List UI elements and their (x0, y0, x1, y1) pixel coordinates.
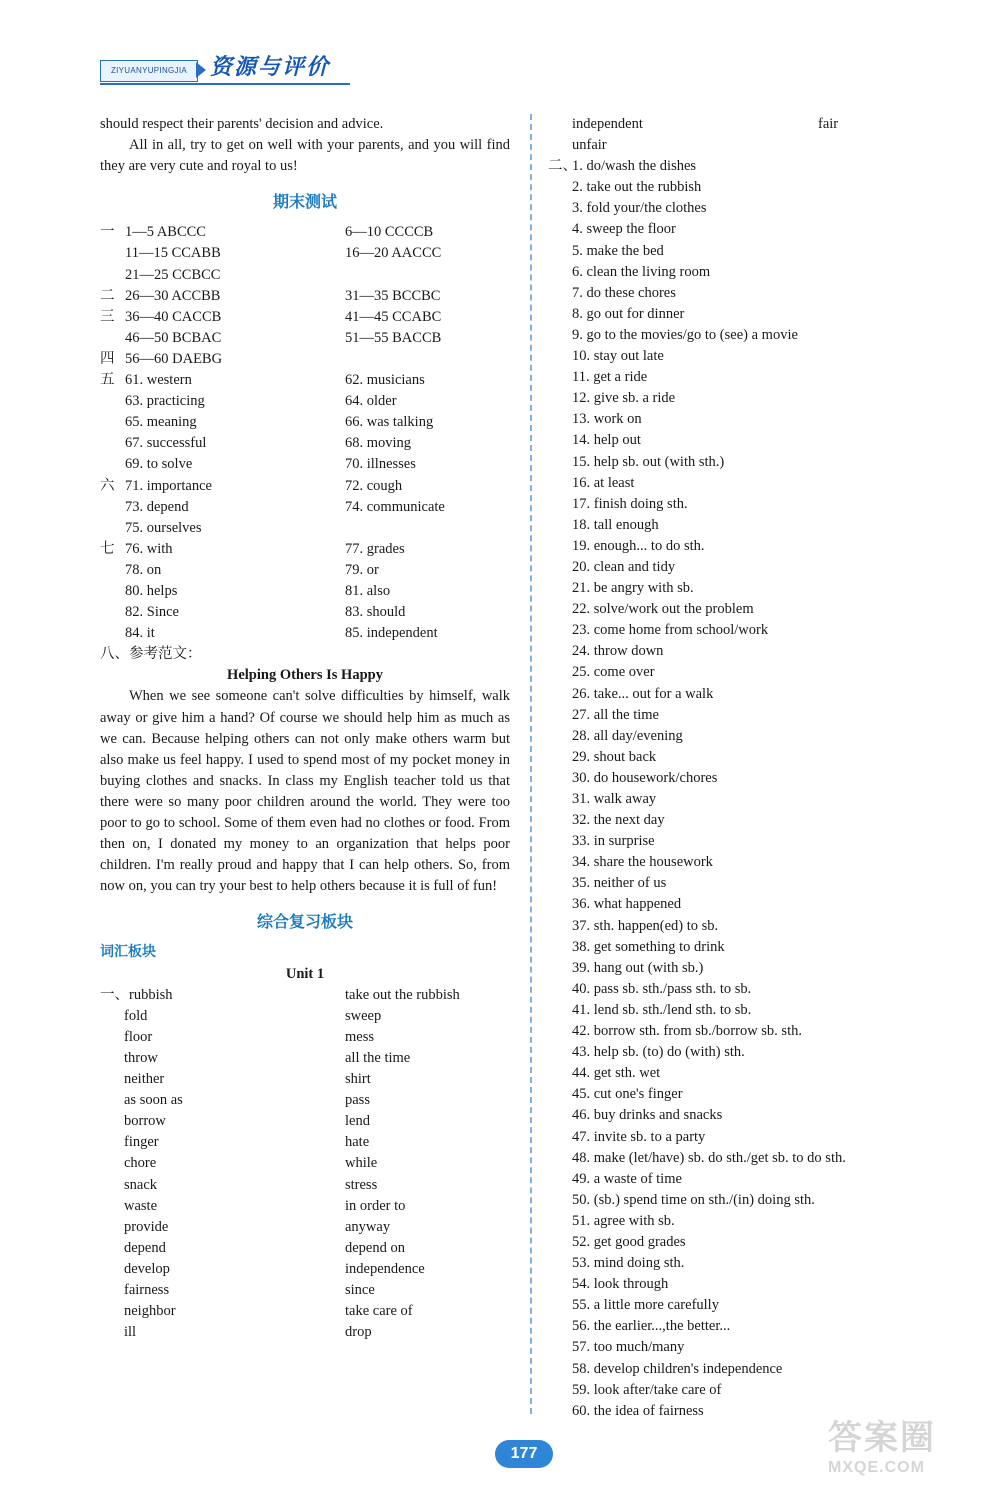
phrase-item: 53. mind doing sth. (572, 1255, 685, 1272)
phrase-row (548, 937, 948, 958)
vocab-row (100, 1259, 510, 1280)
answer-cell: 85. independent (345, 625, 438, 642)
phrase-item: 1. do/wash the dishes (572, 158, 697, 175)
phrase-row (548, 262, 948, 283)
vocab-word: provide (124, 1218, 169, 1235)
answer-section-numeral (100, 560, 125, 581)
phrase-row (548, 515, 948, 536)
vocab-row (100, 1196, 510, 1217)
phrase-item: 13. work on (572, 411, 642, 428)
answer-section-numeral: 三 (100, 308, 115, 325)
answer-cell: 66. was talking (345, 414, 434, 431)
answer-section-numeral (100, 391, 125, 412)
phrase-row (548, 241, 948, 262)
phrase-row (548, 283, 948, 304)
answer-cell: 75. ourselves (125, 519, 202, 536)
phrase-item: 27. all the time (572, 706, 659, 723)
intro-paragraph: All in all, try to get on well with your parents, and you will find they are very cute and royal to us! (100, 137, 510, 175)
phrase-item: 49. a waste of time (572, 1170, 682, 1187)
phrase-item: 42. borrow sth. from sb./borrow sb. sth. (572, 1023, 802, 1040)
phrase-item: 18. tall enough (572, 516, 659, 533)
answer-cell: 78. on (125, 561, 162, 578)
vocab-word: neighbor (124, 1303, 176, 1320)
answer-cell: 16—20 AACCC (345, 245, 442, 262)
answer-row (100, 286, 510, 307)
answer-cell: 61. western (125, 372, 192, 389)
vocab-word: snack (124, 1176, 158, 1193)
vocab-word: borrow (124, 1113, 166, 1130)
vocab-row (100, 1111, 510, 1132)
answer-row (100, 497, 510, 518)
vocab-prefix: 一、 (100, 986, 129, 1003)
answer-cell: 82. Since (125, 604, 179, 621)
phrase-item: 24. throw down (572, 643, 664, 660)
phrase-item: 4. sweep the floor (572, 221, 676, 238)
phrase-row (548, 177, 948, 198)
answer-cell: 51—55 BACCB (345, 329, 442, 346)
phrase-item: 34. share the housework (572, 854, 713, 871)
phrase-item: 7. do these chores (572, 284, 676, 301)
answer-cell: 36—40 CACCB (125, 308, 222, 325)
phrase-item: 33. in surprise (572, 833, 655, 850)
vocab-word: ill (124, 1324, 137, 1341)
essay-title: Helping Others Is Happy (227, 667, 383, 684)
left-column (100, 114, 510, 1343)
phrase-item: 57. too much/many (572, 1339, 685, 1356)
phrase-item: 30. do housework/chores (572, 769, 718, 786)
phrase-item: 51. agree with sb. (572, 1212, 675, 1229)
phrase-item: 40. pass sb. sth./pass sth. to sb. (572, 980, 752, 997)
answer-section-numeral (100, 497, 125, 518)
answer-cell: 80. helps (125, 582, 178, 599)
vocab-word: depend on (345, 1239, 405, 1256)
phrase-row (548, 1253, 948, 1274)
phrase-item: 45. cut one's finger (572, 1086, 683, 1103)
header-pinyin-band: ZIYUANYUPINGJIA (100, 60, 198, 82)
vocab-word: while (345, 1155, 378, 1172)
answer-cell: 64. older (345, 393, 397, 410)
phrase-row (548, 156, 948, 177)
answer-section-numeral: 一 (100, 224, 115, 241)
answer-row (100, 265, 510, 286)
phrase-row (548, 1021, 948, 1042)
phrase-item: 32. the next day (572, 812, 665, 829)
vocab-word: anyway (345, 1218, 391, 1235)
answer-cell: 11—15 CCABB (125, 245, 221, 262)
phrase-row (548, 536, 948, 557)
vocab-word: waste (124, 1197, 158, 1214)
phrase-item: 48. make (let/have) sb. do sth./get sb. to do sth. (572, 1149, 846, 1166)
phrase-item: 22. solve/work out the problem (572, 601, 754, 618)
intro-line: should respect their parents' decision and advice. (100, 116, 384, 132)
answer-section-numeral (100, 433, 125, 454)
answer-row (100, 454, 510, 475)
vocab-word: depend (124, 1239, 166, 1256)
vocab-word: finger (124, 1134, 159, 1151)
vocab-row (100, 1301, 510, 1322)
answer-row (100, 581, 510, 602)
answer-cell: 65. meaning (125, 414, 197, 431)
vocab-row (100, 1280, 510, 1301)
vocab-row (100, 1132, 510, 1153)
phrase-row (548, 304, 948, 325)
phrase-item: 28. all day/evening (572, 727, 683, 744)
phrase-row (548, 958, 948, 979)
phrase-item: 14. help out (572, 432, 641, 449)
phrase-item: 6. clean the living room (572, 263, 711, 280)
phrase-row (548, 852, 948, 873)
phrase-row (548, 494, 948, 515)
phrase-row (548, 1042, 948, 1063)
phrase-row (548, 1105, 948, 1126)
answer-row (100, 539, 510, 560)
answer-row (100, 476, 510, 497)
answer-cell: 26—30 ACCBB (125, 287, 221, 304)
phrase-item: 19. enough... to do sth. (572, 537, 705, 554)
top-word-row (548, 114, 948, 135)
phrase-row (548, 662, 948, 683)
vocab-word: drop (345, 1324, 372, 1341)
phrase-row (548, 831, 948, 852)
top-word-independent: independent (572, 116, 643, 132)
vocab-word: pass (345, 1092, 370, 1109)
phrase-row (548, 599, 948, 620)
phrase-item: 47. invite sb. to a party (572, 1128, 706, 1145)
phrase-row (548, 198, 948, 219)
phrase-item: 44. get sth. wet (572, 1065, 661, 1082)
phrase-row (548, 620, 948, 641)
sample-essay-label: 八、参考范文： (100, 646, 202, 663)
phrase-row (548, 557, 948, 578)
vocab-word: since (345, 1281, 375, 1298)
phrase-row (548, 325, 948, 346)
right-column (548, 114, 948, 1422)
phrase-item: 3. fold your/the clothes (572, 200, 707, 217)
phrase-item: 31. walk away (572, 791, 657, 807)
vocab-word: mess (345, 1028, 374, 1045)
phrase-row (548, 1232, 948, 1253)
phrase-item: 2. take out the rubbish (572, 179, 702, 196)
phrase-item: 20. clean and tidy (572, 558, 676, 575)
phrase-item: 9. go to the movies/go to (see) a movie (572, 326, 798, 343)
phrase-row (548, 726, 948, 747)
watermark-logo (828, 1410, 988, 1486)
phrase-row (548, 1000, 948, 1021)
answer-cell: 21—25 CCBCC (125, 266, 221, 283)
top-word-row-2 (548, 135, 948, 156)
phrase-item: 23. come home from school/work (572, 622, 769, 639)
vocab-row (100, 1027, 510, 1048)
page-number: 177 (495, 1440, 553, 1468)
vocab-word: sweep (345, 1007, 382, 1024)
answer-cell: 69. to solve (125, 456, 193, 473)
phrase-row (548, 789, 948, 810)
vocab-word: neither (124, 1071, 165, 1088)
phrase-row (548, 578, 948, 599)
phrase-item: 52. get good grades (572, 1233, 686, 1250)
phrase-row (548, 894, 948, 915)
phrase-row (548, 705, 948, 726)
phrase-row (548, 367, 948, 388)
exam-section-title: 期末测试 (272, 192, 337, 212)
phrase-item: 41. lend sb. sth./lend sth. to sb. (572, 1001, 752, 1018)
phrase-list (548, 156, 948, 1422)
phrase-item: 35. neither of us (572, 875, 667, 892)
vocab-word: independence (345, 1260, 425, 1277)
answer-row (100, 370, 510, 391)
vocab-word: shirt (345, 1071, 371, 1088)
phrase-item: 25. come over (572, 664, 655, 681)
answer-row (100, 560, 510, 581)
answer-section-numeral (100, 518, 125, 539)
answer-cell: 72. cough (345, 477, 403, 494)
answer-cell: 77. grades (345, 540, 405, 557)
vocab-word: as soon as (124, 1092, 183, 1109)
vocab-word: develop (124, 1260, 170, 1277)
phrase-row (548, 916, 948, 937)
phrase-row (548, 768, 948, 789)
phrase-item: 5. make the bed (572, 242, 664, 259)
answer-cell: 6—10 CCCCB (345, 224, 434, 241)
essay-body: When we see someone can't solve difficulties by himself, walk away or give him a hand? Of course we should help him as much as we can. Because helping others can not only make others warm but also make us feel happy. I used to spend most of my pocket money in buying clothes and snacks. In class my English teacher told us that there were so many poor children around the world. They were too poor to go to school. Some of them even had no clothes or food. From then on, I donated my money to an organization that helps poor children. I'm really proud and happy that I can help others. So, from now on, you can try your best to help others because it is full of fun! (100, 688, 510, 895)
phrase-row (548, 1337, 948, 1358)
page-header (100, 48, 360, 84)
vocab-row (100, 1048, 510, 1069)
answer-row (100, 433, 510, 454)
top-word-unfair: unfair (572, 137, 607, 154)
phrase-item: 8. go out for dinner (572, 305, 685, 322)
watermark-top-text: 答案圈 (828, 1419, 936, 1457)
answer-section-numeral: 五 (100, 372, 115, 389)
phrase-row (548, 219, 948, 240)
answer-cell: 31—35 BCCBC (345, 287, 441, 304)
vocab-word: lend (345, 1113, 370, 1130)
answer-section-numeral (100, 454, 125, 475)
vocab-word: chore (124, 1155, 157, 1172)
phrase-row (548, 452, 948, 473)
phrase-item: 50. (sb.) spend time on sth./(in) doing sth. (572, 1191, 815, 1208)
answer-row (100, 307, 510, 328)
answer-cell: 74. communicate (345, 498, 445, 515)
answer-section-numeral (100, 581, 125, 602)
phrase-item: 56. the earlier...,the better... (572, 1318, 731, 1335)
phrase-item: 43. help sb. (to) do (with) sth. (572, 1044, 745, 1061)
answer-cell: 68. moving (345, 435, 412, 452)
phrase-item: 16. at least (572, 474, 635, 491)
vocab-word: stress (345, 1176, 378, 1193)
phrase-row (548, 873, 948, 894)
vocab-row (100, 1069, 510, 1090)
vocab-word: rubbish (129, 986, 173, 1003)
column-divider (530, 114, 532, 1414)
vocab-word: floor (124, 1028, 153, 1045)
header-rule (100, 83, 350, 85)
phrase-row (548, 979, 948, 1000)
phrase-row (548, 388, 948, 409)
answer-list (100, 222, 510, 644)
vocab-row (100, 1322, 510, 1343)
phrase-row (548, 1190, 948, 1211)
answer-cell: 84. it (125, 625, 155, 642)
answer-section-numeral: 四 (100, 350, 115, 367)
phrase-row (548, 409, 948, 430)
answer-cell: 1—5 ABCCC (125, 224, 206, 241)
phrase-row (548, 1148, 948, 1169)
phrase-item: 10. stay out late (572, 348, 664, 365)
phrase-row (548, 747, 948, 768)
vocab-word: throw (124, 1049, 158, 1066)
answer-cell: 83. should (345, 604, 406, 621)
phrase-item: 55. a little more carefully (572, 1297, 719, 1314)
header-arrow-icon (196, 62, 206, 78)
answer-row (100, 222, 510, 243)
vocab-row (100, 1006, 510, 1027)
answer-section-numeral (100, 623, 125, 644)
vocab-word: fold (124, 1007, 148, 1024)
vocab-list (100, 985, 510, 1344)
answer-cell: 70. illnesses (345, 456, 416, 473)
vocab-block-label: 词汇板块 (100, 944, 156, 961)
answer-cell: 81. also (345, 582, 391, 599)
unit-title: Unit 1 (285, 965, 325, 982)
answer-cell: 67. successful (125, 435, 207, 452)
answer-cell: 71. importance (125, 477, 212, 494)
phrase-item: 29. shout back (572, 748, 657, 765)
vocab-row (100, 1090, 510, 1111)
answer-row (100, 349, 510, 370)
header-title: 资源与评价 (210, 55, 331, 80)
phrase-row (548, 1169, 948, 1190)
vocab-word: all the time (345, 1049, 411, 1066)
phrase-row (548, 1084, 948, 1105)
phrase-row (548, 684, 948, 705)
phrase-item: 26. take... out for a walk (572, 685, 714, 702)
answer-row (100, 328, 510, 349)
answer-row (100, 412, 510, 433)
answer-section-numeral: 六 (100, 477, 115, 494)
phrase-item: 21. be angry with sb. (572, 580, 694, 597)
answer-cell: 79. or (345, 561, 379, 578)
phrase-item: 46. buy drinks and snacks (572, 1107, 723, 1124)
answer-section-numeral (100, 243, 125, 264)
phrase-row (548, 1063, 948, 1084)
phrase-row (548, 1211, 948, 1232)
top-word-fair: fair (818, 116, 839, 132)
vocab-word: take care of (345, 1303, 413, 1320)
vocab-row (100, 1175, 510, 1196)
phrase-row (548, 430, 948, 451)
phrase-row (548, 473, 948, 494)
answer-cell: 41—45 CCABC (345, 308, 442, 325)
answer-row (100, 518, 510, 539)
phrase-item: 12. give sb. a ride (572, 390, 676, 407)
phrase-item: 37. sth. happen(ed) to sb. (572, 917, 719, 934)
answer-cell: 62. musicians (345, 372, 425, 389)
answer-section-numeral (100, 412, 125, 433)
answer-cell: 63. practicing (125, 393, 205, 410)
answer-section-numeral (100, 328, 125, 349)
vocab-word: in order to (345, 1197, 406, 1214)
answer-section-numeral: 二 (100, 287, 115, 304)
phrase-item: 59. look after/take care of (572, 1381, 722, 1398)
phrase-prefix: 二、 (548, 158, 577, 175)
vocab-row (100, 1238, 510, 1259)
answer-section-numeral (100, 265, 125, 286)
answer-row (100, 602, 510, 623)
phrase-item: 58. develop children's independence (572, 1360, 783, 1377)
answer-cell: 56—60 DAEBG (125, 350, 223, 367)
answer-cell: 73. depend (125, 498, 189, 515)
phrase-row (548, 810, 948, 831)
answer-section-numeral: 七 (100, 540, 115, 557)
phrase-item: 60. the idea of fairness (572, 1402, 704, 1419)
phrase-item: 38. get something to drink (572, 938, 725, 955)
answer-row (100, 391, 510, 412)
phrase-item: 36. what happened (572, 896, 682, 913)
vocab-word: fairness (124, 1281, 170, 1298)
vocab-row (100, 985, 510, 1006)
vocab-word: take out the rubbish (345, 986, 460, 1003)
watermark-bottom-text: MXQE.COM (828, 1459, 925, 1476)
answer-cell: 46—50 BCBAC (125, 329, 222, 346)
phrase-row (548, 1380, 948, 1401)
vocab-word: hate (345, 1134, 370, 1151)
answer-cell: 76. with (125, 540, 173, 557)
phrase-item: 54. look through (572, 1276, 669, 1293)
vocab-row (100, 1217, 510, 1238)
answer-row (100, 243, 510, 264)
phrase-item: 39. hang out (with sb.) (572, 959, 704, 976)
phrase-row (548, 346, 948, 367)
answer-row (100, 623, 510, 644)
vocab-row (100, 1153, 510, 1174)
phrase-row (548, 1359, 948, 1380)
phrase-row (548, 1316, 948, 1337)
phrase-item: 11. get a ride (572, 369, 648, 386)
phrase-row (548, 1274, 948, 1295)
answer-section-numeral (100, 602, 125, 623)
phrase-row (548, 1127, 948, 1148)
phrase-item: 15. help sb. out (with sth.) (572, 453, 725, 470)
phrase-item: 17. finish doing sth. (572, 495, 688, 512)
phrase-row (548, 1295, 948, 1316)
review-section-title: 综合复习板块 (256, 912, 353, 932)
phrase-row (548, 641, 948, 662)
